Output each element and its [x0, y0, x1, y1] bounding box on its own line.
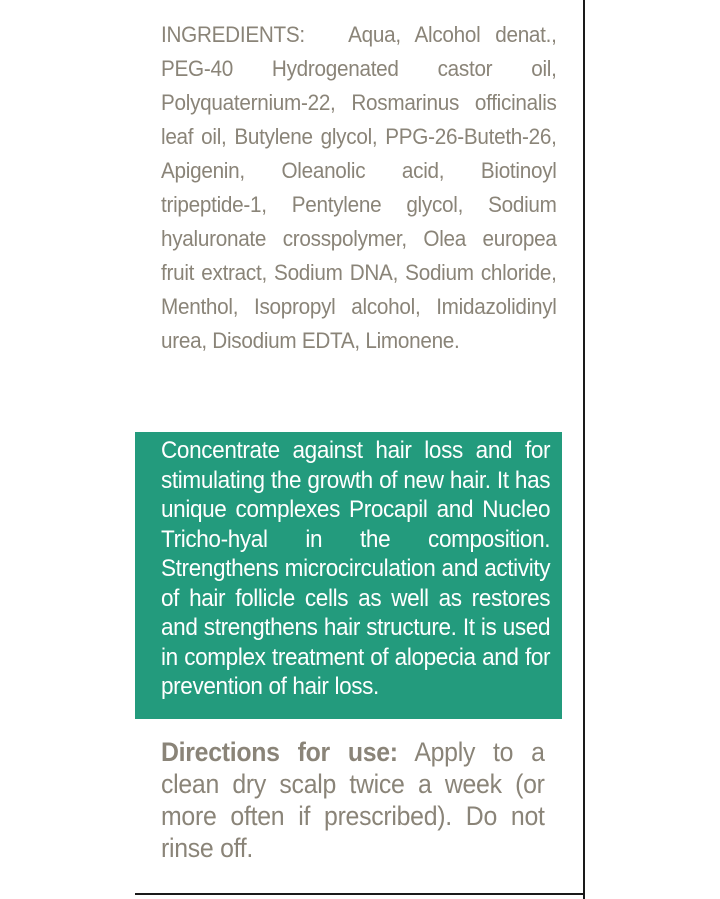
label-bottom-border — [135, 893, 585, 895]
directions-heading: Directions for use: — [161, 737, 398, 767]
ingredients-list: Aqua, Alcohol denat., PEG-40 Hydrogenated castor oil, Polyquaternium-22, Rosmarinus officinalis leaf oil, Butylene glycol, PPG-26-Buteth-26, Apigenin, Oleanolic acid, Biotinoyl tripeptide-1, Pentylene glycol, Sodium hyaluronate crosspolymer, Olea europea fruit extract, Sodium DNA, Sodium chloride, Menthol, Isopropyl alcohol, Imidazolidinyl urea, Disodium EDTA, Limonene. — [161, 22, 557, 353]
ingredients-paragraph — [161, 18, 557, 358]
directions-text: Apply to a clean dry scalp twice a week (or more often if prescribed). Do not rinse off. — [161, 737, 545, 863]
directions-paragraph — [161, 736, 545, 864]
product-description: Concentrate against hair loss and for stimulating the growth of new hair. It has unique complexes Procapil and Nucleo Tricho-hyal in the composition. Strengthens microcirculation and activity of hair follicle cells as well as restores and strengthens hair structure. It is used in complex treatment of alopecia and for prevention of hair loss. — [161, 437, 551, 700]
label-right-border — [583, 0, 585, 899]
ingredients-heading: INGREDIENTS: — [161, 22, 305, 47]
